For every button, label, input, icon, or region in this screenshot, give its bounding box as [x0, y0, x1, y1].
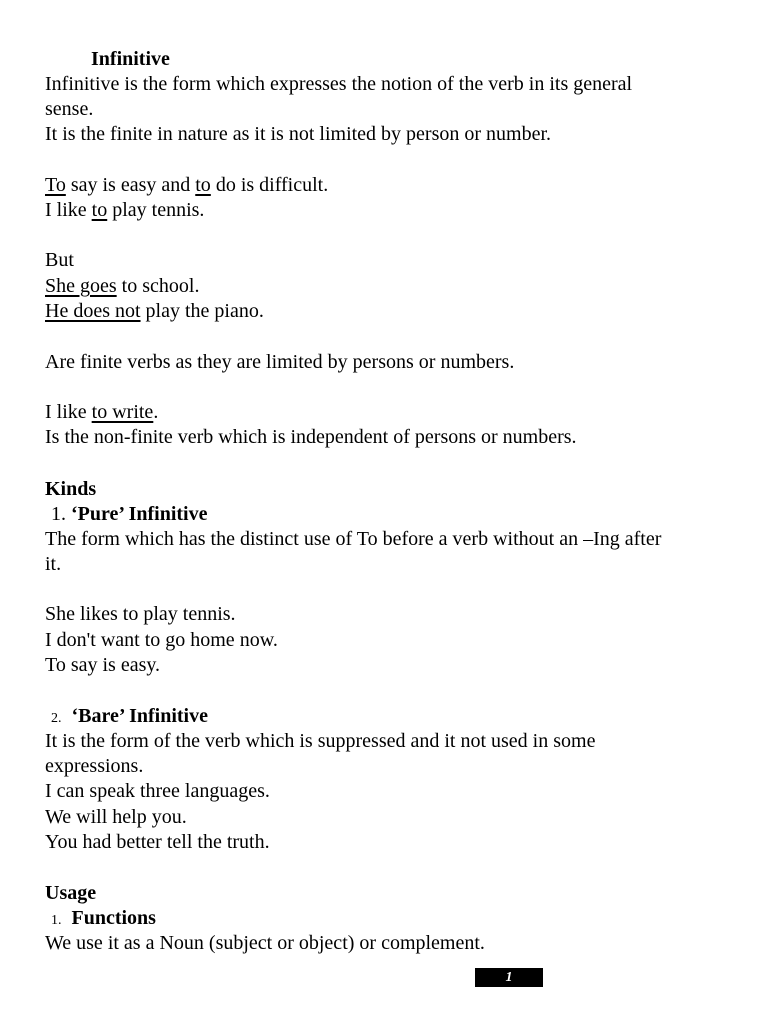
- nonfinite-text: .: [153, 401, 159, 423]
- pure-example: To say is easy.: [45, 654, 161, 676]
- contrast-but: But: [45, 249, 74, 271]
- definition-line-2: sense.: [45, 98, 94, 120]
- usage-heading: Usage: [45, 882, 97, 904]
- pure-example: She likes to play tennis.: [45, 603, 236, 625]
- contrast-explanation: Are finite verbs as they are limited by persons or numbers.: [45, 351, 515, 373]
- kinds-heading: Kinds: [45, 478, 97, 500]
- underlined-finite-verb: She goes: [45, 275, 117, 297]
- underlined-finite-verb: He does not: [45, 300, 141, 322]
- bare-infinitive-heading: [51, 704, 208, 731]
- pure-example: I don't want to go home now.: [45, 629, 278, 651]
- bare-desc-line-2: expressions.: [45, 755, 144, 777]
- contrast-line-1: [45, 274, 199, 299]
- pure-desc-line-1: The form which has the distinct use of To before a verb without an –Ing after: [45, 528, 662, 550]
- list-number: 2.: [51, 711, 62, 726]
- bare-example: We will help you.: [45, 806, 187, 828]
- pure-desc-line-2: it.: [45, 553, 62, 575]
- example-text: I like: [45, 199, 92, 221]
- nonfinite-text: I like: [45, 401, 92, 423]
- page-title: Infinitive: [91, 48, 170, 70]
- bare-example: You had better tell the truth.: [45, 831, 270, 853]
- underlined-to: to: [195, 174, 211, 196]
- definition-line-1: Infinitive is the form which expresses the notion of the verb in its general: [45, 73, 633, 95]
- example-text: play tennis.: [107, 199, 205, 221]
- section-heading: Functions: [71, 907, 156, 929]
- nonfinite-example: [45, 400, 158, 425]
- bare-example: I can speak three languages.: [45, 780, 270, 802]
- underlined-to: To: [45, 174, 66, 196]
- list-number: 1.: [51, 503, 66, 525]
- section-heading: ‘Bare’ Infinitive: [71, 705, 208, 727]
- contrast-text: to school.: [116, 275, 200, 297]
- definition-line-3: It is the finite in nature as it is not limited by person or number.: [45, 123, 552, 145]
- contrast-line-2: [45, 299, 264, 324]
- example-line-2: [45, 198, 204, 223]
- contrast-text: play the piano.: [140, 300, 264, 322]
- bare-desc-line-1: It is the form of the verb which is suppressed and it not used in some: [45, 730, 596, 752]
- example-line-1: [45, 173, 328, 198]
- underlined-to: to: [91, 199, 108, 221]
- functions-heading: [51, 906, 156, 933]
- functions-desc: We use it as a Noun (subject or object) or complement.: [45, 932, 485, 954]
- nonfinite-explanation: Is the non-finite verb which is independent of persons or numbers.: [45, 426, 577, 448]
- section-heading: ‘Pure’ Infinitive: [71, 503, 208, 525]
- page-number: 1: [475, 968, 543, 987]
- list-number: 1.: [51, 913, 62, 928]
- pure-infinitive-heading: [51, 502, 207, 527]
- example-text: do is difficult.: [210, 174, 329, 196]
- underlined-infinitive: to write: [91, 401, 154, 423]
- example-text: say is easy and: [65, 174, 196, 196]
